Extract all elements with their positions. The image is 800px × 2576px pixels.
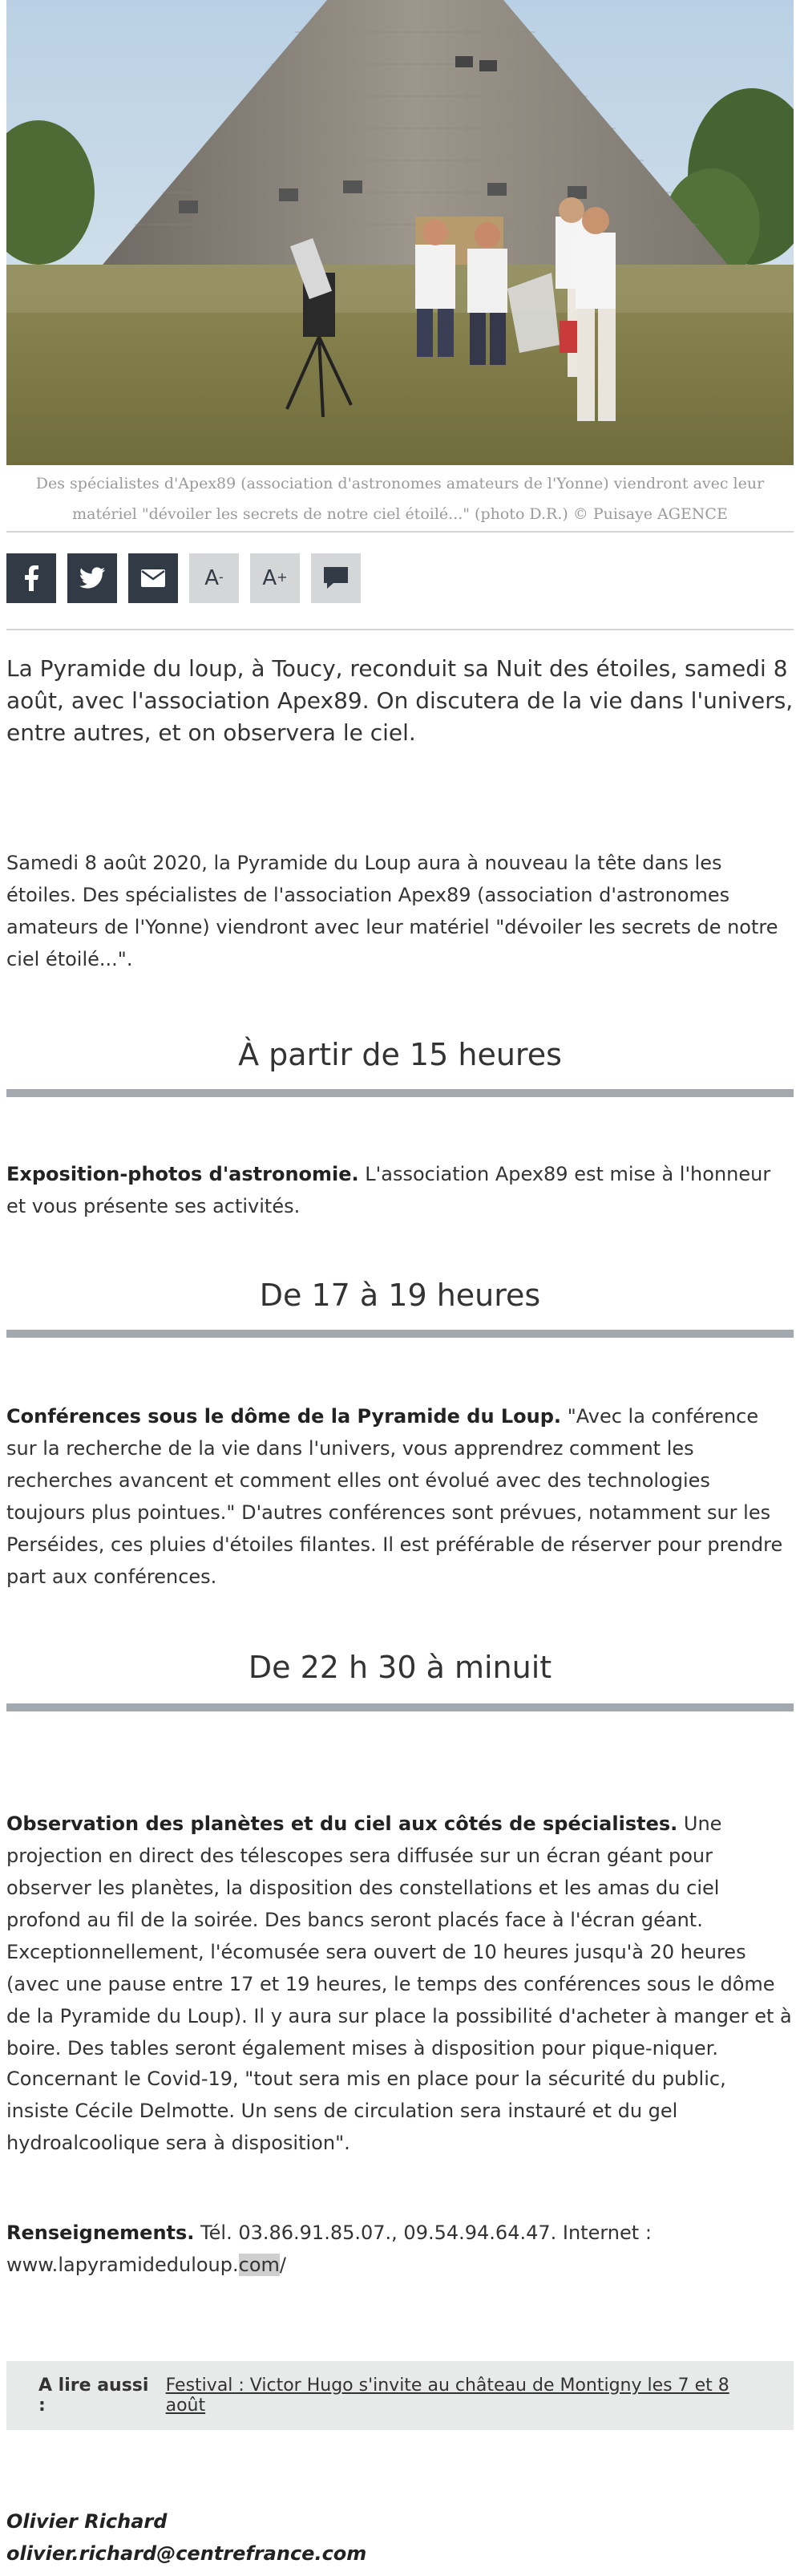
- font-increase-label: A: [262, 566, 277, 590]
- author-email[interactable]: olivier.richard@centrefrance.com: [6, 2542, 367, 2565]
- caption-divider: [6, 531, 794, 533]
- author-name: Olivier Richard: [6, 2510, 168, 2533]
- section-divider: [6, 1703, 794, 1711]
- facebook-share-button[interactable]: [6, 553, 56, 603]
- info-paragraph: [6, 2217, 794, 2281]
- section-lead-17h: Conférences sous le dôme de la Pyramide du Loup.: [6, 1405, 562, 1428]
- font-decrease-sign: -: [219, 569, 224, 585]
- website-url-main: www.lapyramideduloup.: [6, 2254, 239, 2276]
- toolbar-divider: [6, 629, 794, 630]
- email-share-button[interactable]: [128, 553, 178, 603]
- twitter-icon: [79, 567, 105, 589]
- email-icon: [141, 569, 165, 587]
- section-title-17h: De 17 à 19 heures: [259, 1278, 541, 1313]
- twitter-share-button[interactable]: [67, 553, 117, 603]
- font-increase-button[interactable]: [250, 553, 300, 603]
- facebook-icon: [22, 565, 41, 591]
- section-title-22h: De 22 h 30 à minuit: [248, 1650, 552, 1685]
- info-text: Tél. 03.86.91.85.07., 09.54.94.64.47. Internet :: [194, 2222, 652, 2244]
- section-text-22h: [6, 1808, 794, 2064]
- section-extra-22h: Exceptionnellement, l'écomusée sera ouvert de 10 heures jusqu'à 20 heures (avec une pause entre 17 et 19 heures, le temps des conférences sous le dôme de la Pyramide du Loup). Il y aura sur place la possibilité d'acheter à manger et à boire. Des tables seront également mises à disposition pour pique-niquer.: [6, 1941, 792, 2060]
- see-also-box: [6, 2361, 794, 2430]
- font-decrease-button[interactable]: [189, 553, 239, 603]
- section-lead-22h: Observation des planètes et du ciel aux côtés de spécialistes.: [6, 1813, 678, 1835]
- see-also-label: A lire aussi :: [38, 2376, 149, 2416]
- font-increase-sign: +: [277, 569, 288, 585]
- section-text-15h: [6, 1158, 794, 1222]
- covid-paragraph: Concernant le Covid-19, "tout sera mis en place pour la sécurité du public, insiste Cécile Delmotte. Un sens de circulation sera instauré et du gel hydroalcoolique sera à disposition".: [6, 2068, 726, 2154]
- section-divider: [6, 1089, 794, 1097]
- article-photo: [6, 0, 794, 465]
- article-intro: Samedi 8 août 2020, la Pyramide du Loup aura à nouveau la tête dans les étoiles. Des spécialistes de l'association Apex89 (association d'astronomes amateurs de l'Yonne) viendront avec leur matériel "dévoiler les secrets de notre ciel étoilé...".: [6, 852, 778, 970]
- section-body-17h: "Avec la conférence sur la recherche de la vie dans l'univers, vous apprendrez comment les recherches avancent et comment elles ont évolué avec des technologies toujours plus pointues." D'autres conférences sont prévues, notamment sur les Perséides, ces pluies d'étoiles filantes. Il est préférable de réserver pour prendre part aux conférences.: [6, 1405, 783, 1588]
- section-body-22h: Une projection en direct des télescopes sera diffusée sur un écran géant pour observer les planètes, la disposition des constellations et les amas du ciel profond au fil de la soirée. Des bancs seront placés face à l'écran géant.: [6, 1813, 722, 1931]
- comment-icon: [324, 567, 348, 589]
- section-divider: [6, 1330, 794, 1338]
- website-url-highlight: com: [238, 2254, 280, 2276]
- comments-button[interactable]: [311, 553, 361, 603]
- section-title-15h: À partir de 15 heures: [238, 1037, 562, 1072]
- website-url-end: /: [279, 2254, 286, 2276]
- photo-caption: Des spécialistes d'Apex89 (association d'astronomes amateurs de l'Yonne) viendront avec leur matériel "dévoiler les secrets de notre ciel étoilé..." (photo D.R.) © Puisaye AGENCE: [35, 475, 765, 523]
- font-decrease-label: A: [204, 566, 219, 590]
- see-also-link[interactable]: Festival : Victor Hugo s'invite au château de Montigny les 7 et 8 août: [165, 2376, 729, 2416]
- website-link[interactable]: [6, 2254, 286, 2276]
- section-body-15h: L'association Apex89 est mise à l'honneur et vous présente ses activités.: [6, 1163, 771, 1217]
- article-lead: La Pyramide du loup, à Toucy, reconduit sa Nuit des étoiles, samedi 8 août, avec l'association Apex89. On discutera de la vie dans l'univers, entre autres, et on observera le ciel.: [6, 655, 794, 746]
- info-label: Renseignements.: [6, 2222, 195, 2244]
- section-text-17h: [6, 1400, 794, 1593]
- section-lead-15h: Exposition-photos d'astronomie.: [6, 1163, 359, 1185]
- share-toolbar: [6, 553, 361, 603]
- author-signature: [6, 2505, 366, 2570]
